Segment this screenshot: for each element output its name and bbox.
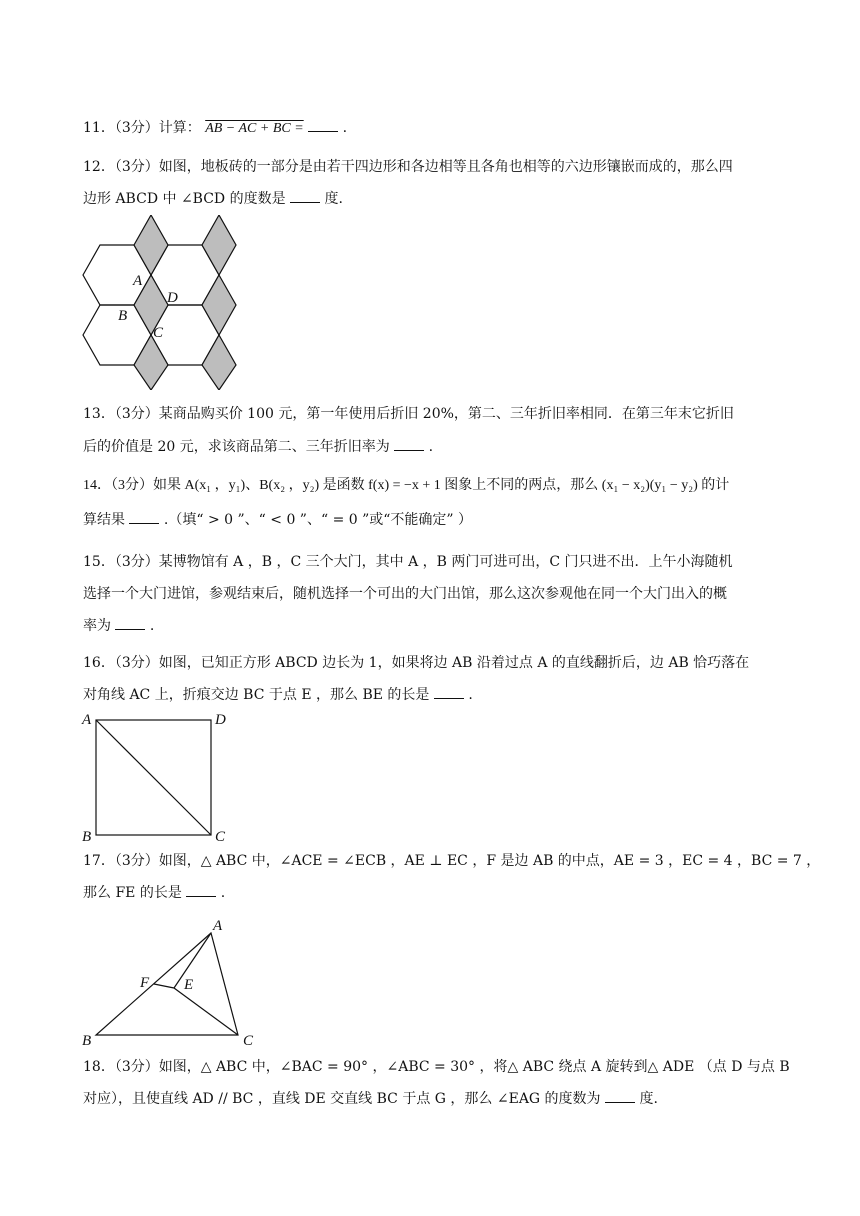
question-11-expression: AB − AC + BC =: [205, 121, 304, 136]
question-12: [83, 158, 783, 208]
question-16-line1: 16．（3分）如图，已知正方形 ABCD 边长为 1，如果将边 AB 沿着过点 A 的直线翻折后，边 AB 恰巧落在: [83, 655, 750, 671]
question-12-line2: [83, 190, 783, 208]
diagonal-AC: [96, 720, 211, 835]
answer-blank[interactable]: [186, 884, 216, 897]
answer-blank[interactable]: [290, 190, 320, 203]
question-17: [83, 852, 821, 902]
question-11-tail: .: [342, 120, 348, 136]
rhombi: [134, 215, 236, 390]
question-16-line2: [83, 686, 783, 704]
question-13-line2b: .: [428, 439, 434, 455]
question-18-line1: 18．（3分）如图，△ ABC 中，∠BAC = 90° ，∠ABC = 30° ，将△ ABC 绕点 A 旋转到△ ADE （点 D 与点 B: [83, 1059, 790, 1075]
label-A: A: [213, 918, 223, 934]
answer-blank[interactable]: [434, 686, 464, 699]
label-D: D: [167, 290, 178, 306]
question-15-line3a: 率为: [83, 618, 111, 634]
question-17-line2: [83, 884, 783, 902]
question-16-line2b: .: [468, 687, 473, 703]
answer-blank[interactable]: [308, 119, 338, 132]
rhombus: [202, 335, 236, 390]
question-15: [83, 553, 783, 635]
question-12-line2b: 度.: [324, 191, 343, 207]
question-17-line2b: .: [220, 885, 226, 901]
rhombus: [134, 215, 168, 275]
segment-FE: [154, 984, 174, 988]
label-B: B: [118, 308, 128, 324]
label-B: B: [82, 829, 92, 845]
triangle-lines: [96, 933, 238, 1035]
label-D: D: [215, 712, 226, 728]
rhombus: [134, 335, 168, 390]
answer-blank[interactable]: [129, 511, 159, 524]
rhombus: [202, 215, 236, 275]
answer-blank[interactable]: [605, 1090, 635, 1103]
question-11: [83, 119, 783, 138]
question-14-line2: [83, 511, 783, 529]
question-15-line3: [83, 617, 783, 635]
question-18-line2b: 度.: [639, 1091, 658, 1107]
segment-EC: [174, 988, 238, 1035]
question-13: [83, 405, 783, 456]
label-B: B: [82, 1033, 92, 1049]
square-figure: [78, 710, 238, 845]
question-16: [83, 654, 783, 704]
answer-blank[interactable]: [115, 617, 145, 630]
question-14-line2b: .（填“ > 0 ”、“ < 0 ”、“ = 0 ”或“不能确定” ）: [163, 512, 473, 528]
label-C: C: [243, 1033, 254, 1049]
label-C: C: [153, 325, 164, 341]
question-11-head: 11．（3分）计算：: [83, 120, 201, 136]
question-16-line2a: 对角线 AC 上，折痕交边 BC 于点 E ，那么 BE 的长是: [83, 687, 430, 703]
label-A: A: [133, 273, 143, 289]
triangle-figure: [78, 915, 268, 1050]
question-18-line2: [83, 1090, 783, 1108]
question-11-text: [83, 119, 783, 138]
tiling-figure: [78, 215, 238, 390]
question-12-line1: 12．（3分）如图，地板砖的一部分是由若干四边形和各边相等且各角也相等的六边形镶嵌而成的，那么四: [83, 159, 733, 175]
question-18: [83, 1058, 790, 1108]
question-13-line2a: 后的价值是 20 元，求该商品第二、三年折旧率为: [83, 439, 390, 455]
question-17-line2a: 那么 FE 的长是: [83, 885, 182, 901]
question-14: [83, 477, 783, 529]
question-15-line3b: .: [149, 618, 155, 634]
label-C: C: [215, 829, 226, 845]
label-E: E: [184, 977, 194, 993]
question-12-line2a: 边形 ABCD 中 ∠BCD 的度数是: [83, 191, 286, 207]
label-A: A: [82, 712, 92, 728]
question-13-line2: [83, 438, 783, 456]
question-18-line2a: 对应），且使直线 AD // BC ，直线 DE 交直线 BC 于点 G ，那么 ∠EAG 的度数为: [83, 1091, 601, 1107]
rhombus: [202, 275, 236, 335]
question-15-line1: 15．（3分）某博物馆有 A ，B ，C 三个大门，其中 A ，B 两门可进可出，C 门只进不出．上午小海随机: [83, 554, 733, 570]
label-F: F: [140, 975, 150, 991]
question-14-line1: 14．（3分）如果 A(x₁ ，y₁)、B(x₂ ，y₂) 是函数 f(x) = −x + 1 图象上不同的两点，那么 (x₁ − x₂)(y₁ − y₂) 的计: [83, 478, 730, 493]
question-14-line2a: 算结果: [83, 512, 125, 528]
answer-blank[interactable]: [394, 438, 424, 451]
question-13-line1: 13．（3分）某商品购买价 100 元，第一年使用后折旧 20%，第二、三年折旧率相同．在第三年末它折旧: [83, 406, 734, 422]
question-15-line2: 选择一个大门进馆，参观结束后，随机选择一个可出的大门出馆，那么这次参观他在同一个大门出入的概: [83, 586, 727, 602]
question-17-line1: 17．（3分）如图，△ ABC 中，∠ACE = ∠ECB ，AE ⊥ EC ，F 是边 AB 的中点，AE = 3 ，EC = 4 ，BC = 7 ，: [83, 853, 821, 869]
